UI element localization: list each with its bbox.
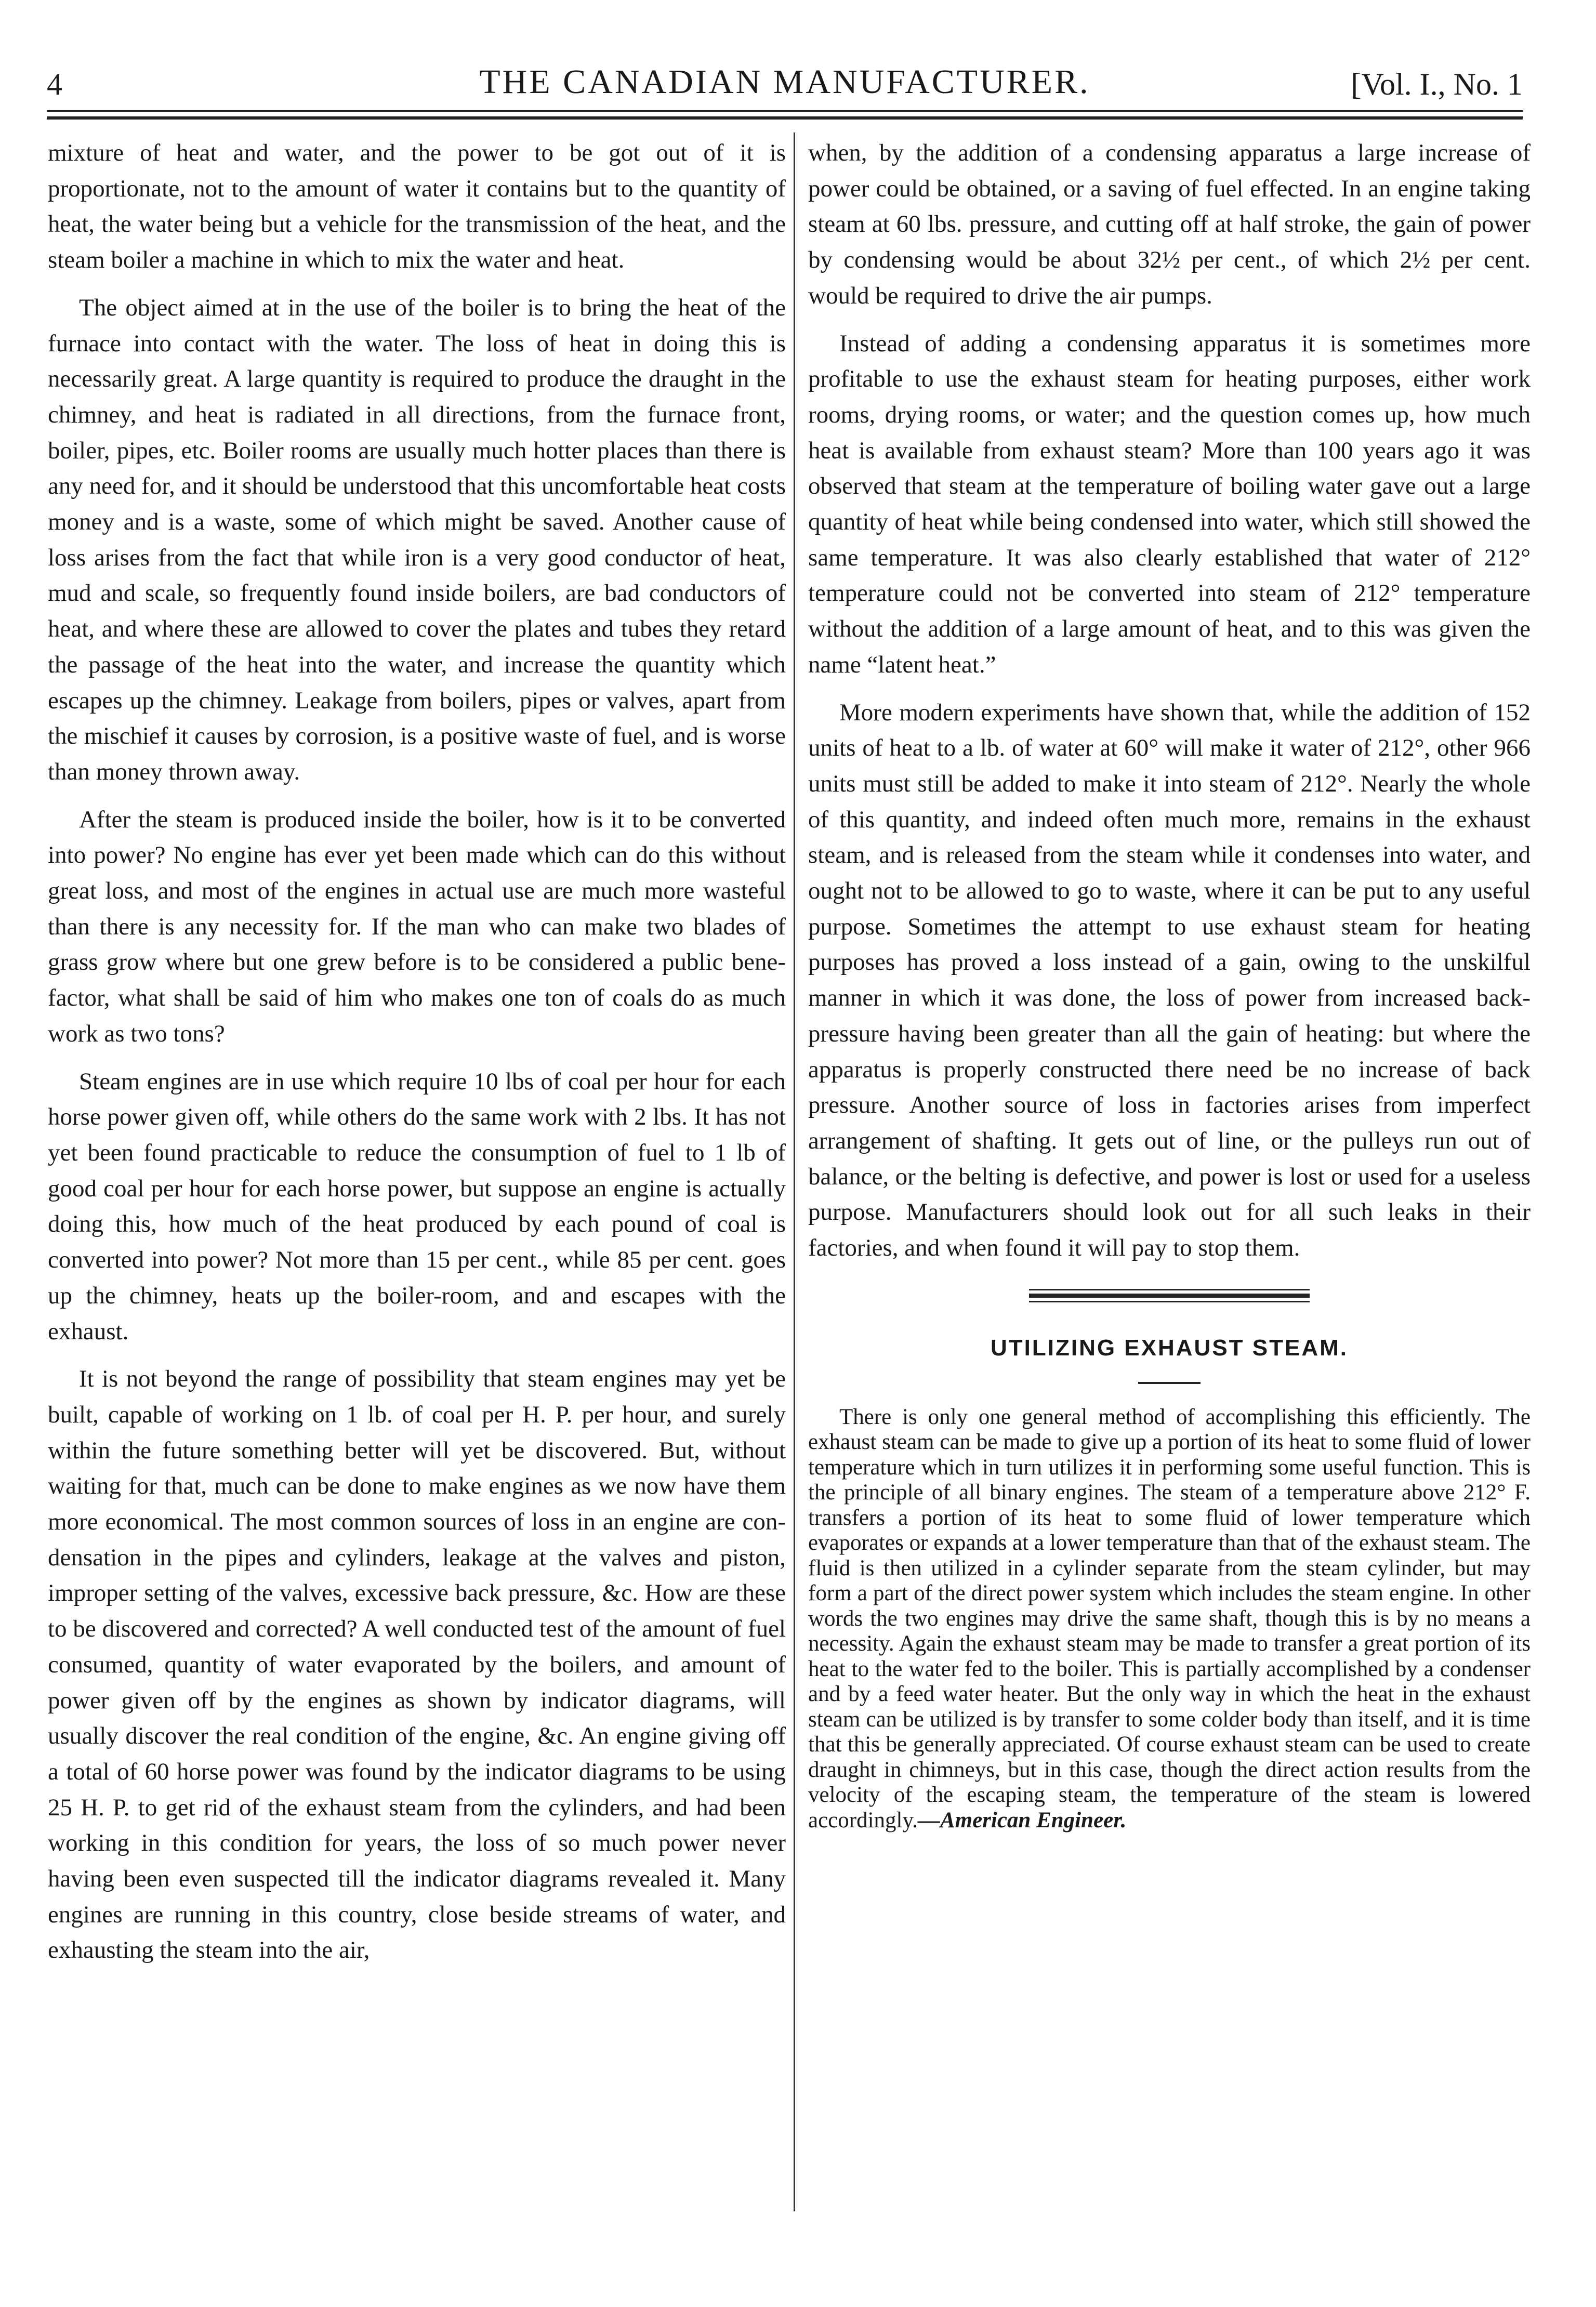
page-number: 4 (47, 67, 62, 101)
right-column (808, 135, 1531, 1845)
paragraph: More modern experiments have shown that, while the addition of 152 units of heat to a lb. of water at 60° will make it water of 212°, other 966 units must still be added to make it into steam of 212°. Nearly the whole of this quantity, and indeed often much more, remains in the exhaust steam, and is released from the steam while it condenses into water, and ought not to be allowed to go to waste, where it can be put to any useful purpose. Sometimes the attempt to use exhaust steam for heating purposes has proved a loss instead of a gain, owing to the unskilful manner in which it was done, the loss of power from increased back-pressure having been greater than all the gain of heating: but where the apparatus is properly constructed there need be no increase of back pressure. Another source of loss in factories arises from imperfect arrangement of shafting. It gets out of line, or the pulleys run out of balance, or the belting is defective, and power is lost or used for a useless purpose. Manufacturers should look out for all such leaks in their factories, and when found it will pay to stop them. (808, 698, 1531, 1262)
page-header (47, 62, 1523, 109)
paragraph: when, by the addition of a condensing apparatus a large increase of power could be obtained, or a saving of fuel effected. In an engine taking steam at 60 lbs. pressure, and cutting off at half stroke, the gain of power by condensing would be about 32½ per cent., of which 2½ per cent. would be required to drive the air pumps. (808, 139, 1531, 309)
paragraph: Steam engines are in use which require 10 lbs of coal per hour for each horse power given off, while others do the same work with 2 lbs. It has not yet been found practicable to reduce the consumption of fuel to 1 lb of good coal per hour for each horse power, but suppose an engine is actually doing this, how much of the heat produced by each pound of coal is converted into power? Not more than 15 per cent., while 85 per cent. goes up the chimney, heats up the boiler-room, and and escapes with the exhaust. (48, 1067, 786, 1345)
paragraph: mixture of heat and water, and the power to be got out of it is proportionate, not to the amount of water it contains but to the quantity of heat, the water being but a vehicle for the transmission of the heat, and the steam boiler a machine in which to mix the water and heat. (48, 139, 786, 274)
volume-number: [Vol. I., No. 1 (1351, 67, 1523, 101)
column-divider (794, 133, 795, 2211)
header-rule-thick (47, 116, 1523, 120)
attribution: —American Engineer. (917, 1808, 1127, 1833)
header-rule-thin (47, 110, 1523, 112)
masthead-title: THE CANADIAN MANUFACTURER. (479, 63, 1090, 101)
section-title: UTILIZING EXHAUST STEAM. (991, 1335, 1348, 1361)
left-column (48, 135, 786, 1980)
article-body (808, 1405, 1531, 1834)
article-text: There is only one general method of accomplishing this efficiently. The exhaust steam can be made to give up a portion of its heat to some fluid of lower temperature which in turn utilizes it in performing some useful function. This is the principle of all binary engines. The steam of a temperature above 212° F. transfers a portion of its heat to some fluid of lower temperature which evaporates or expands at a lower temperature than that of the exhaust steam. The fluid is then utilized in a cylinder separate from the steam cylinder, but may form a part of the direct power system which includes the steam engine. In other words the two engines may drive the same shaft, though this is by no means a necessity. Again the exhaust steam may be made to transfer a great portion of its heat to the water fed to the boiler. This is partially accomplished by a condenser and by a feed water heater. But the only way in which the heat in the exhaust steam can be utilized is by transfer to some colder body than itself, and it is time that this be generally appreciated. Of course exhaust steam can be used to create draught in chimneys, but in this case, though the direct action results from the velocity of the escaping steam, the temperature of the steam is lowered accordingly. (808, 1404, 1531, 1833)
paragraph: Instead of adding a condensing apparatus it is sometimes more profitable to use the exhaust steam for heating purposes, either work rooms, drying rooms, or water; and the question comes up, how much heat is available from exhaust steam? More than 100 years ago it was observed that steam at the temperature of boiling water gave out a large quantity of heat while being condensed into water, which still showed the same temperature. It was also clearly established that water of 212° temperature could not be converted into steam of 212° temperature without the addition of a large amount of heat, and to this was given the name “latent heat.” (808, 329, 1531, 678)
paragraph: It is not beyond the range of possibility that steam engines may yet be built, capable of working on 1 lb. of coal per H. P. per hour, and surely within the future something better will yet be discovered. But, without waiting for that, much can be done to make engines as we now have them more economical. The most common sources of loss in an engine are condensation in the pipes and cylinders, leakage at the valves and piston, improper setting of the valves, excessive back pressure, &c. How are these to be discovered and corrected? A well conducted test of the amount of fuel consumed, quantity of water evaporated by the boilers, and amount of power given off by the engines as shown by indicator diagrams, will usually discover the real condition of the engine, &c. An engine giving off a total of 60 horse power was found by the indicator diagrams to be using 25 H. P. to get rid of the exhaust steam from the cylinders, and had been working in this condition for years, the loss of so much power never having been even suspected till the indicator diagrams revealed it. Many engines are running in this country, close beside streams of water, and exhausting the steam into the air, (48, 1365, 786, 1964)
paragraph: After the steam is produced inside the boiler, how is it to be converted into power? No engine has ever yet been made which can do this without great loss, and most of the engines in actual use are much more wasteful than there is any necessity for. If the man who can make two blades of grass grow where but one grew before is to be considered a public benefactor, what shall be said of him who makes one ton of coals do as much work as two tons? (48, 806, 786, 1047)
section-ornament-rule (1029, 1289, 1310, 1302)
paragraph: The object aimed at in the use of the boiler is to bring the heat of the furnace into contact with the water. The loss of heat in doing this is necessarily great. A large quantity is required to produce the draught in the chimney, and heat is radiated in all directions, from the furnace front, boiler, pipes, etc. Boiler rooms are usually much hotter places than there is any need for, and it should be understood that this uncomfortable heat costs money and is a waste, some of which might be saved. Another cause of loss arises from the fact that while iron is a very good conductor of heat, mud and scale, so frequently found inside boilers, are bad conductors of heat, and where these are allowed to cover the plates and tubes they retard the passage of the heat into the water, and increase the quantity which escapes up the chimney. Leakage from boilers, pipes or valves, apart from the mischief it causes by corrosion, is a positive waste of fuel, and is worse than money thrown away. (48, 294, 786, 785)
title-underline (1138, 1382, 1201, 1384)
